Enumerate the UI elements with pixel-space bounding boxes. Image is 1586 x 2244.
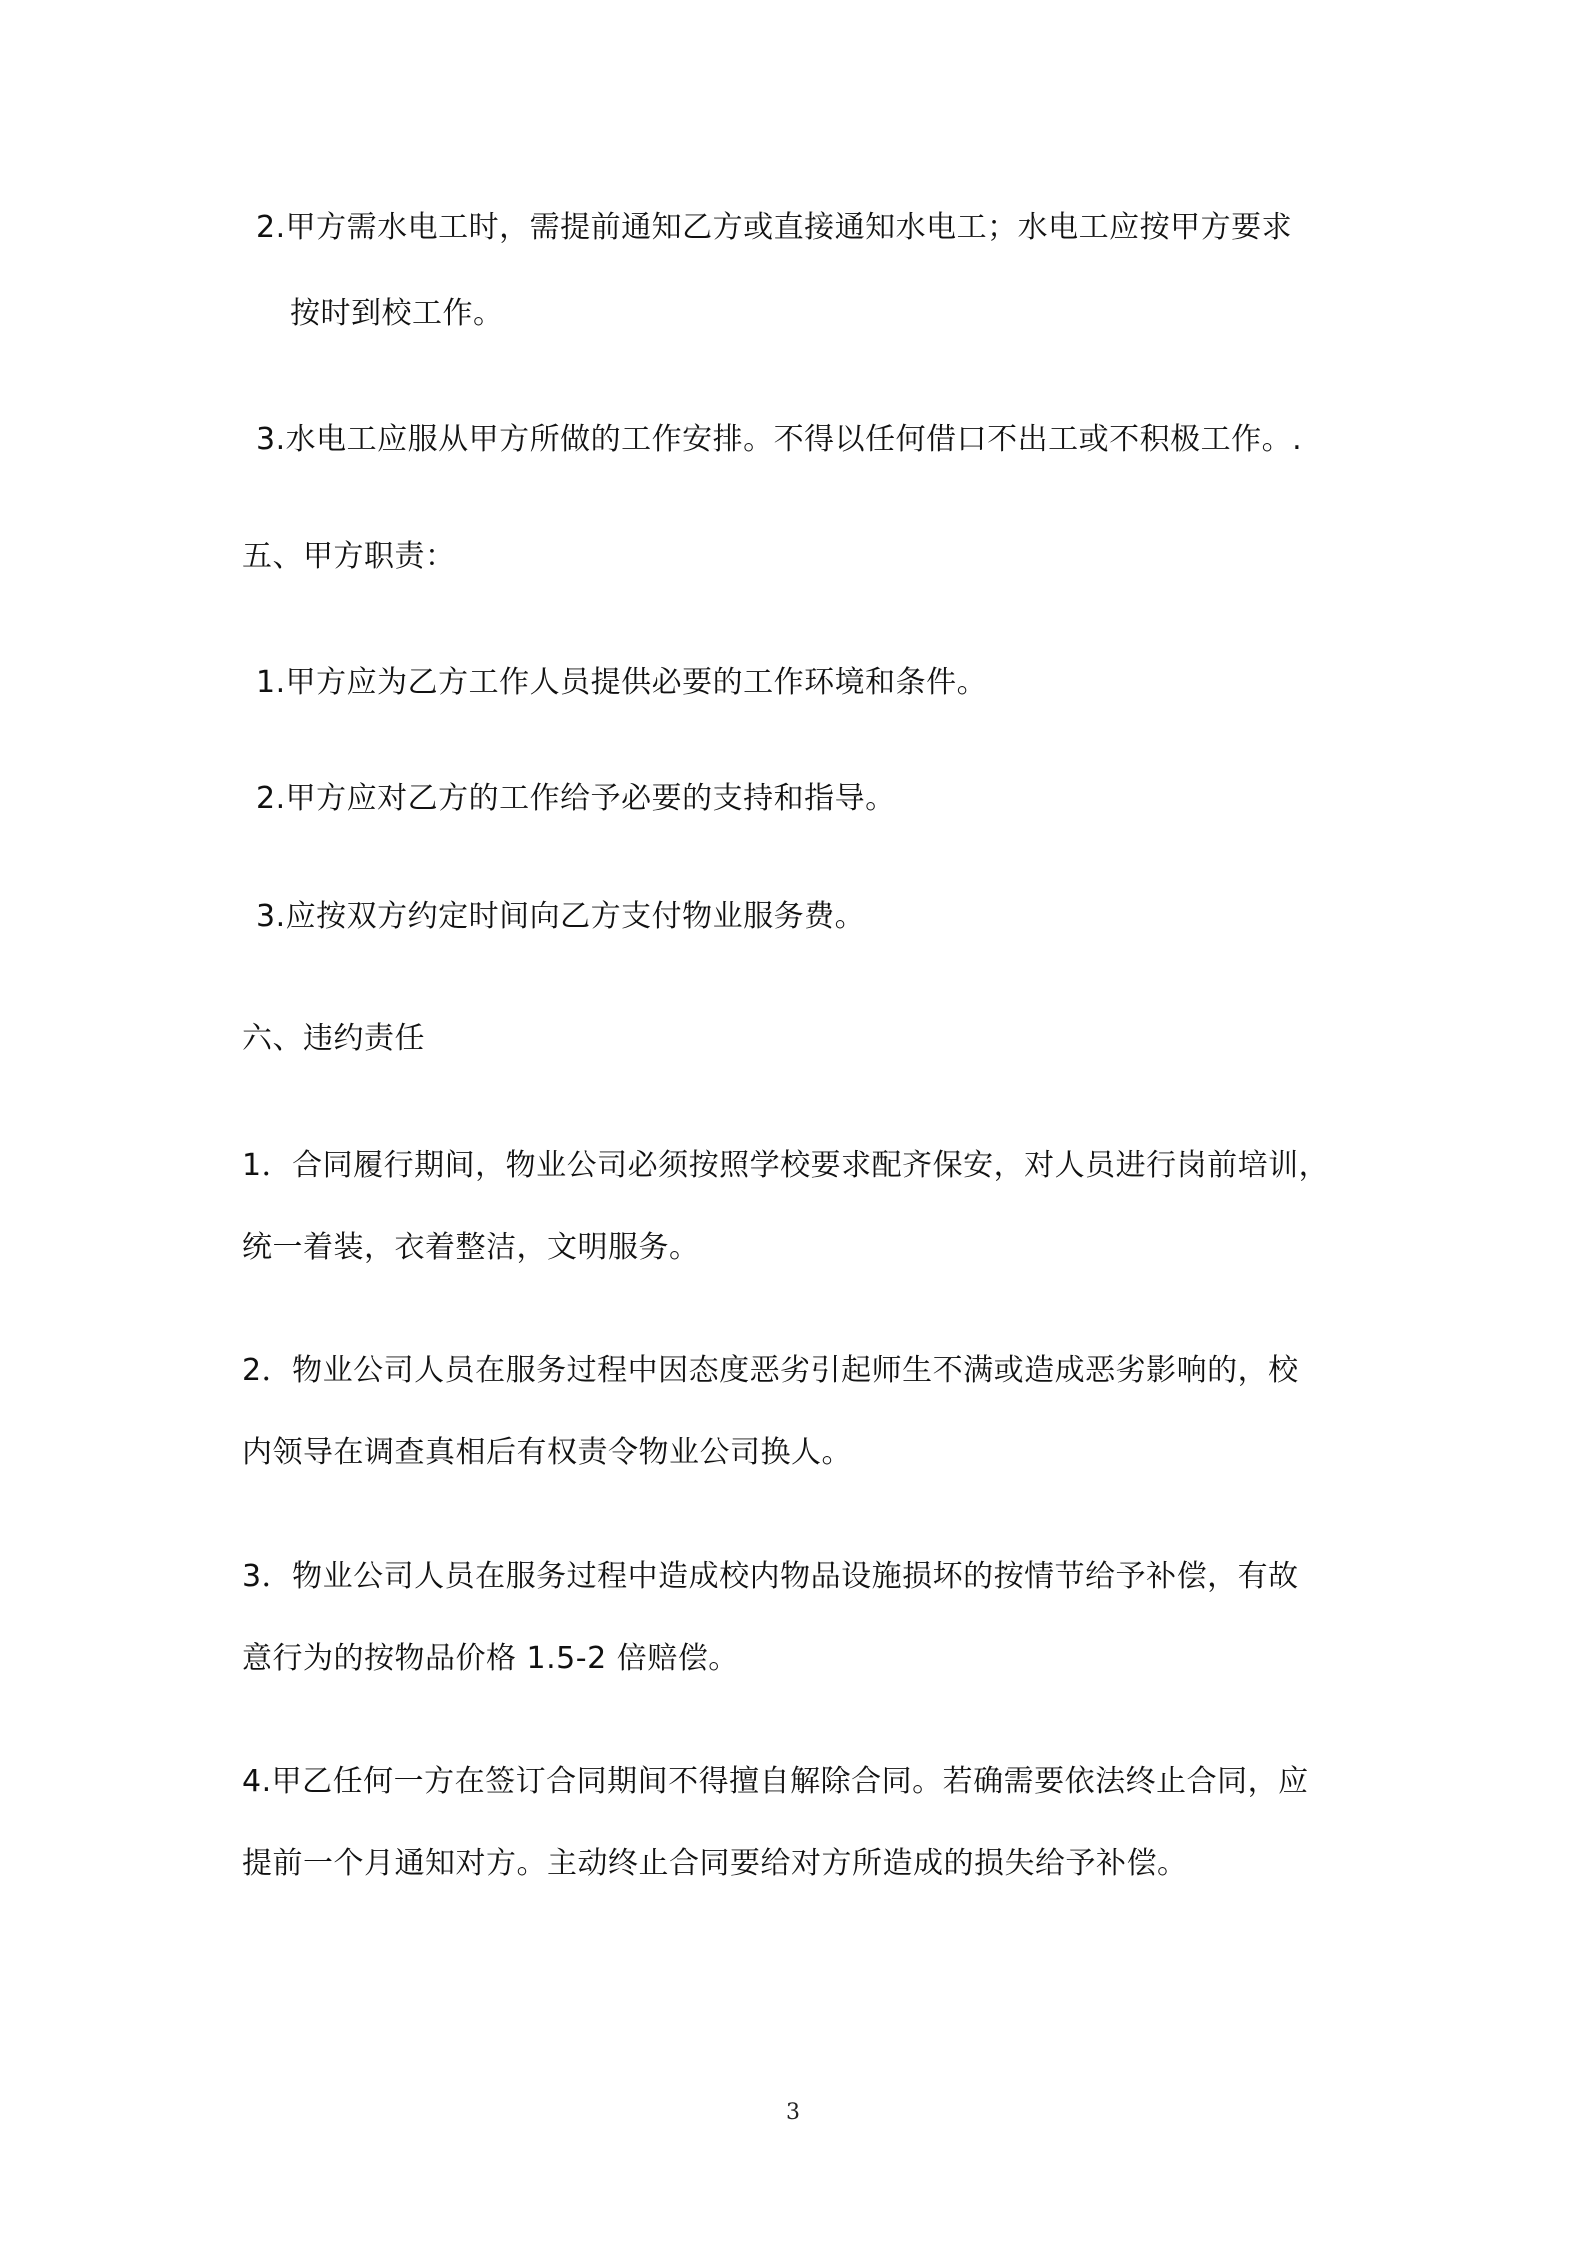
section-6-heading: 六、违约责任 (242, 1021, 425, 1056)
clause-6-2-line-1: 2．物业公司人员在服务过程中因态度恶劣引起师生不满或造成恶劣影响的，校 (242, 1353, 1299, 1388)
section-5-heading: 五、甲方职责： (242, 539, 456, 574)
clause-6-4-line-1: 4.甲乙任何一方在签订合同期间不得擅自解除合同。若确需要依法终止合同，应 (242, 1764, 1309, 1799)
clause-4-2-line-2: 按时到校工作。 (290, 296, 504, 331)
clause-6-2-line-2: 内领导在调查真相后有权责令物业公司换人。 (242, 1435, 852, 1470)
clause-6-3-line-2: 意行为的按物品价格 1.5-2 倍赔偿。 (242, 1641, 739, 1676)
page-number: 3 (786, 2100, 800, 2125)
clause-6-1-line-1: 1．合同履行期间，物业公司必须按照学校要求配齐保安，对人员进行岗前培训， (242, 1148, 1330, 1183)
clause-6-4-line-2: 提前一个月通知对方。主动终止合同要给对方所造成的损失给予补偿。 (242, 1846, 1188, 1881)
clause-6-1-line-2: 统一着装，衣着整洁，文明服务。 (242, 1230, 700, 1265)
clause-6-3-line-1: 3．物业公司人员在服务过程中造成校内物品设施损坏的按情节给予补偿，有故 (242, 1559, 1299, 1594)
clause-5-2: 2.甲方应对乙方的工作给予必要的支持和指导。 (256, 781, 896, 816)
clause-4-3: 3.水电工应服从甲方所做的工作安排。不得以任何借口不出工或不积极工作。. (256, 422, 1303, 457)
clause-5-3: 3.应按双方约定时间向乙方支付物业服务费。 (256, 899, 866, 934)
clause-4-2-line-1: 2.甲方需水电工时，需提前通知乙方或直接通知水电工；水电工应按甲方要求 (256, 210, 1293, 245)
clause-5-1: 1.甲方应为乙方工作人员提供必要的工作环境和条件。 (256, 665, 988, 700)
